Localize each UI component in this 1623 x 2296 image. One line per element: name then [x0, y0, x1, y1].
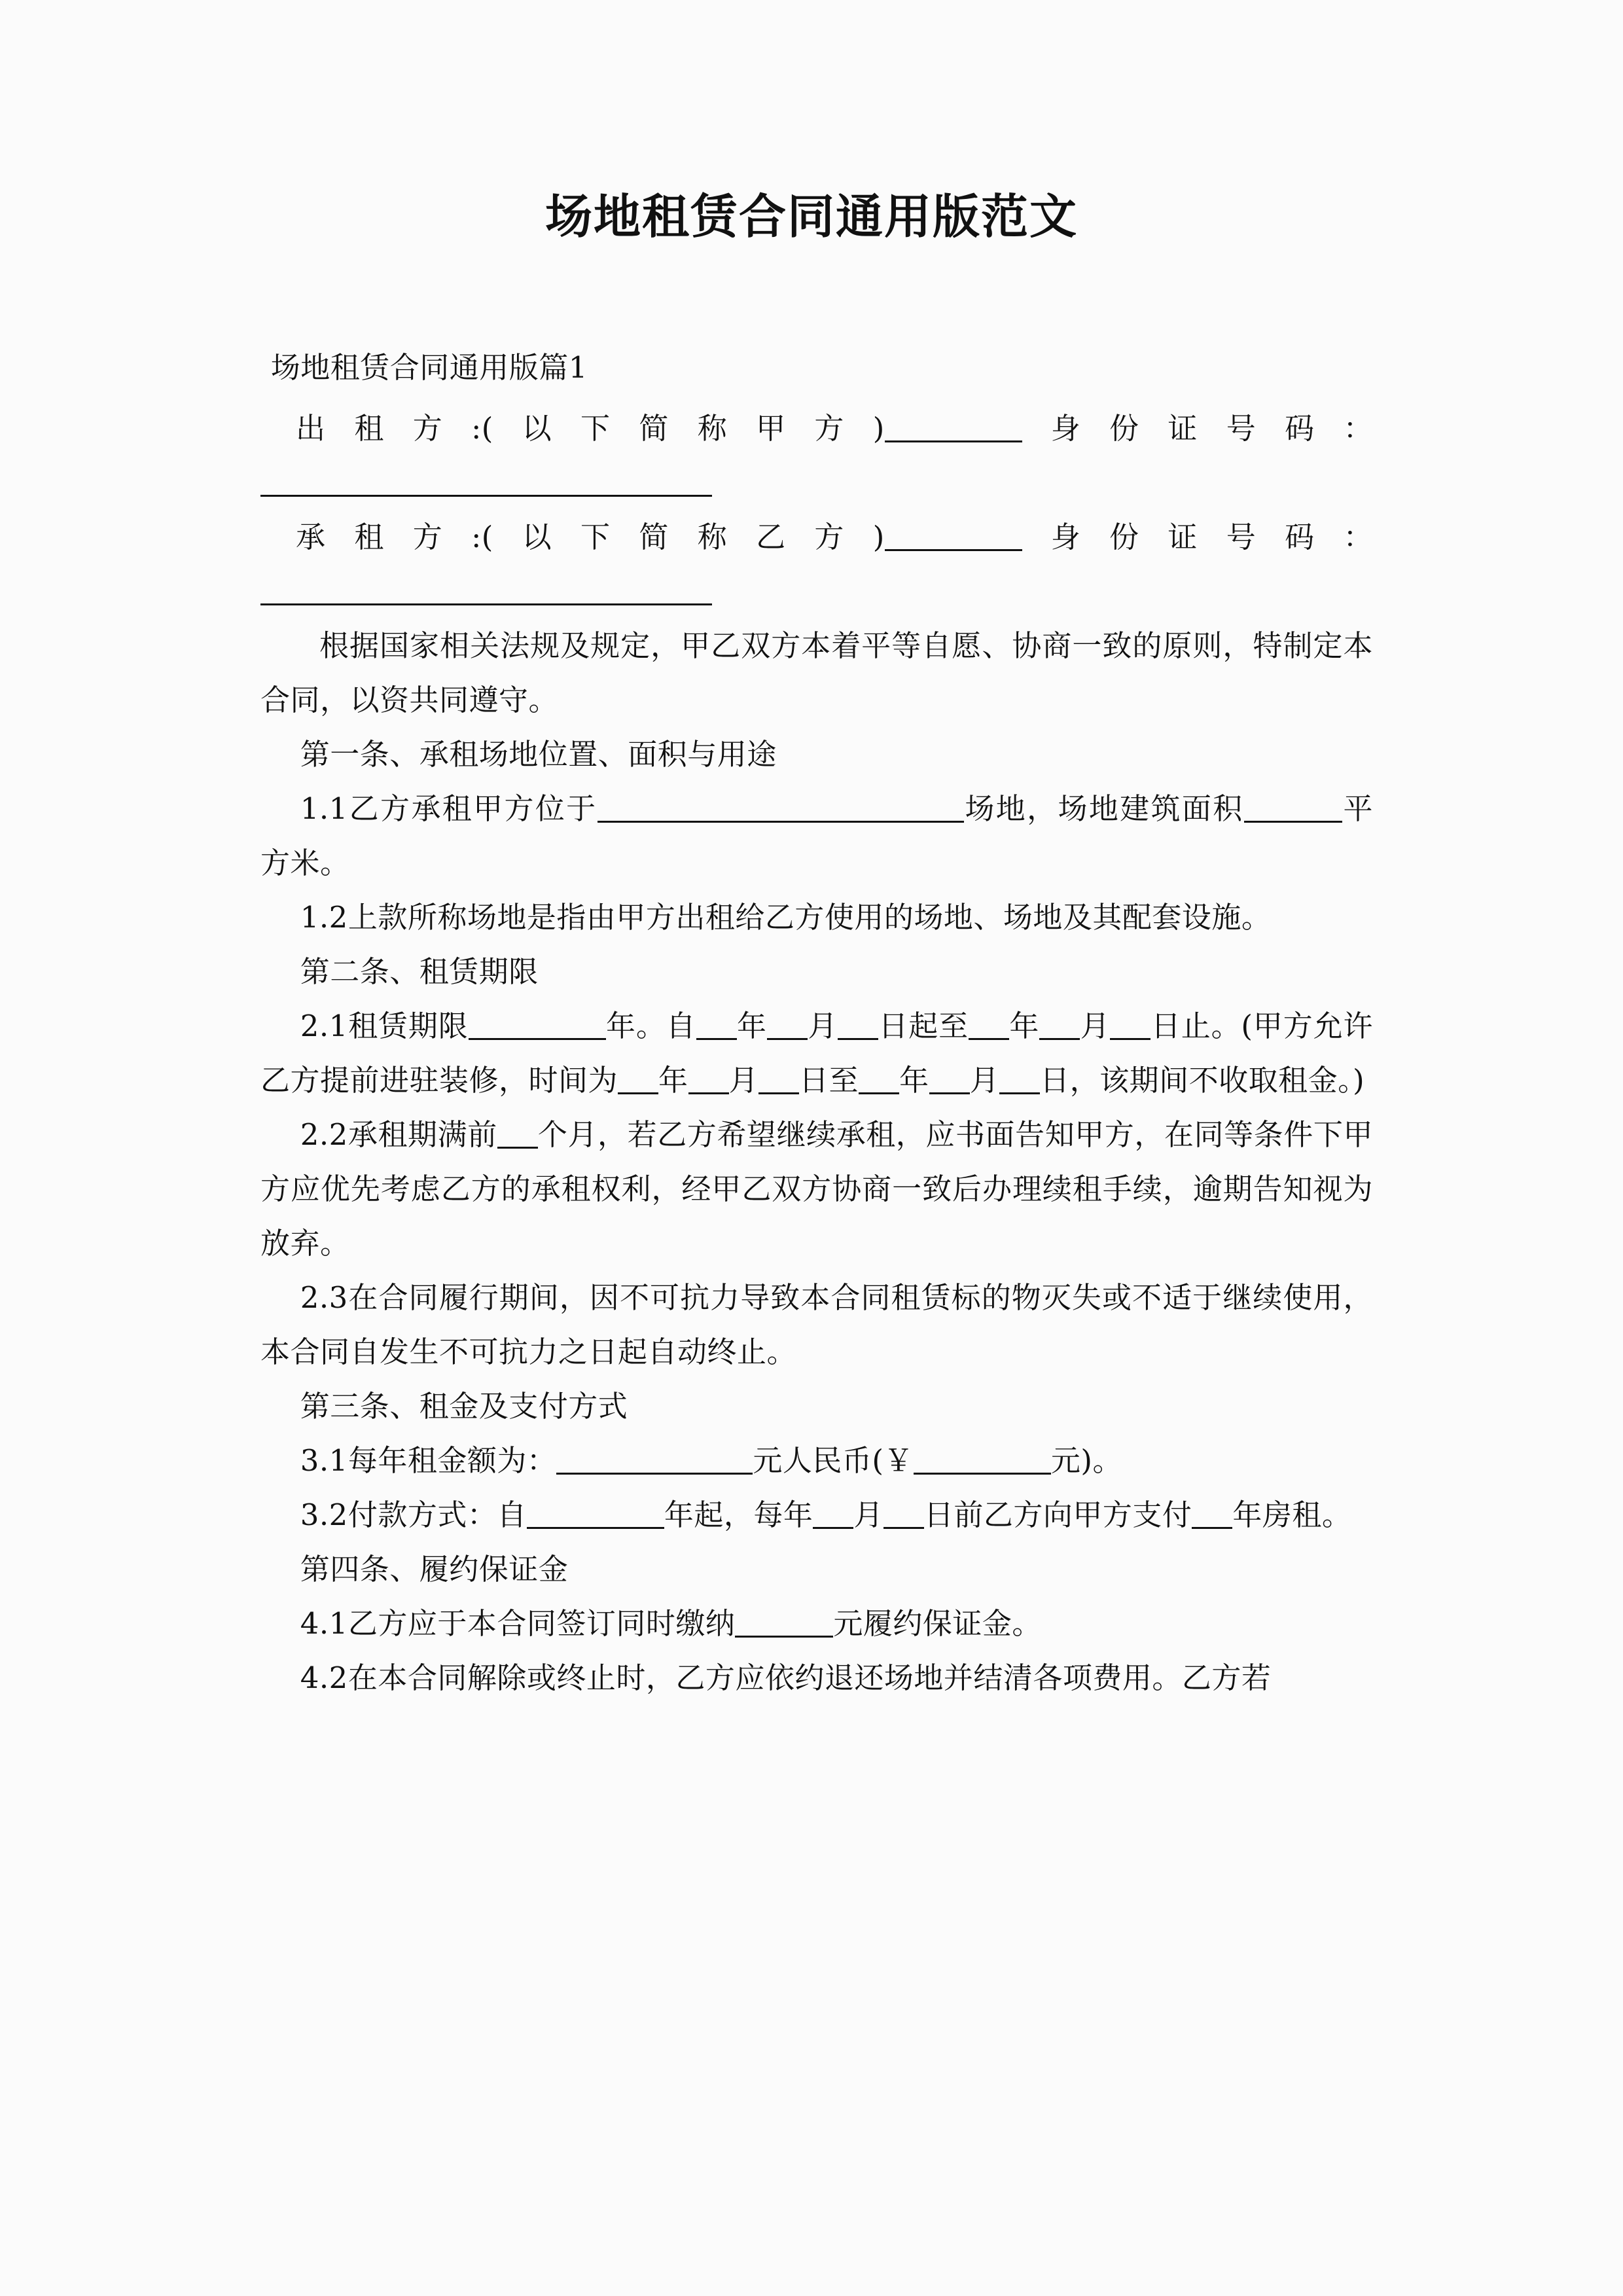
clause-1-1-text-c: 平方米。 — [260, 791, 1373, 880]
clause-1-2-text: 上款所称场地是指由甲方出租给乙方使用的场地、场地及其配套设施。 — [348, 900, 1272, 935]
clause-4-1-t1: 元履约保证金。 — [833, 1606, 1042, 1641]
clause-2-1-t9: 月 — [728, 1063, 759, 1098]
clause-2-1-number: 2.1 — [300, 1009, 348, 1043]
site-area-blank[interactable] — [1244, 801, 1342, 823]
clause-2-1-t5: 年 — [1009, 1009, 1040, 1043]
clause-4-1-t0: 乙方应于本合同签订同时缴纳 — [348, 1606, 736, 1641]
lessee-name-blank[interactable] — [885, 529, 1022, 551]
clause-3-1-number: 3.1 — [300, 1443, 348, 1478]
clause-4-1-number: 4.1 — [300, 1606, 348, 1641]
clause-2-1-t4: 日起至 — [878, 1009, 969, 1043]
document-body — [260, 340, 1373, 1705]
annual-rent-words-blank[interactable] — [556, 1453, 753, 1475]
clause-2-1-t6: 月 — [1080, 1009, 1111, 1043]
start-day-blank[interactable] — [838, 1018, 878, 1040]
clause-3-2-t1: 年起，每年 — [664, 1498, 813, 1532]
clause-2-1-t10: 日至 — [799, 1063, 859, 1098]
fitout-start-day-blank[interactable] — [758, 1073, 799, 1094]
article-1-heading: 第一条、承租场地位置、面积与用途 — [300, 737, 777, 772]
lessee-line — [260, 510, 1373, 564]
clause-2-3 — [260, 1270, 1373, 1379]
clause-1-2-number: 1.2 — [300, 900, 348, 935]
clause-2-3-number: 2.3 — [300, 1280, 348, 1315]
clause-2-2 — [260, 1107, 1373, 1270]
lessor-id-blank-line — [260, 456, 1373, 510]
lessee-label: 承租方:(以下简称乙方) — [296, 520, 885, 554]
lessee-id-blank[interactable] — [260, 584, 712, 605]
clause-1-1 — [260, 781, 1373, 890]
lessor-label: 出租方:(以下简称甲方) — [296, 411, 885, 446]
clause-2-2-t0: 承租期满前 — [348, 1117, 497, 1152]
article-4-heading: 第四条、履约保证金 — [300, 1552, 569, 1587]
lessee-id-blank-line — [260, 564, 1373, 619]
clause-1-2 — [260, 890, 1373, 944]
annual-rent-figure-blank[interactable] — [914, 1453, 1051, 1475]
page-title: 场地租赁合同通用版范文 — [544, 188, 1078, 244]
clause-2-2-t1: 个月，若乙方希望继续承租，应书面告知甲方，在同等条件下甲方应优先考虑乙方的承租权利，经甲乙双方协商一致后办理续租手续，逾期告知视为放弃。 — [260, 1117, 1373, 1261]
clause-3-2-t0: 付款方式：自 — [348, 1498, 527, 1532]
clause-2-2-number: 2.2 — [300, 1117, 348, 1152]
lessor-line — [260, 401, 1373, 456]
clause-2-1-t2: 年 — [736, 1009, 767, 1043]
clause-2-1-t7: 日止。(甲方允许乙方提前进驻装修，时间为 — [260, 1009, 1373, 1098]
clause-2-1 — [260, 999, 1373, 1107]
lessor-id-label: 身份证号码： — [1022, 411, 1373, 446]
clause-2-3-text: 在合同履行期间，因不可抗力导致本合同租赁标的物灭失或不适于继续使用，本合同自发生不可抗力之日起自动终止。 — [260, 1280, 1373, 1369]
fitout-start-month-blank[interactable] — [688, 1073, 729, 1094]
notice-months-blank[interactable] — [497, 1127, 538, 1149]
clause-3-2-t3: 日前乙方向甲方支付 — [923, 1498, 1192, 1532]
clause-2-1-t13: 日，该期间不收取租金。) — [1040, 1063, 1365, 1098]
start-year-blank[interactable] — [696, 1018, 737, 1040]
fitout-end-month-blank[interactable] — [929, 1073, 970, 1094]
clause-3-2 — [260, 1488, 1373, 1542]
start-month-blank[interactable] — [767, 1018, 808, 1040]
article-2-heading: 第二条、租赁期限 — [300, 954, 539, 989]
lessor-id-blank[interactable] — [260, 475, 712, 497]
clause-4-2-number: 4.2 — [300, 1660, 348, 1695]
article-3-heading: 第三条、租金及支付方式 — [300, 1389, 628, 1424]
end-year-blank[interactable] — [969, 1018, 1009, 1040]
payment-start-year-blank[interactable] — [527, 1507, 664, 1529]
clause-4-2 — [260, 1651, 1373, 1705]
clause-1-1-text-b: 场地，场地建筑面积 — [963, 791, 1244, 826]
fitout-end-day-blank[interactable] — [999, 1073, 1040, 1094]
clause-4-1 — [260, 1596, 1373, 1651]
clause-1-1-text-a: 乙方承租甲方位于 — [348, 791, 597, 826]
clause-3-2-t2: 月 — [853, 1498, 883, 1532]
payment-years-blank[interactable] — [1192, 1507, 1232, 1529]
clause-4-2-text: 在本合同解除或终止时，乙方应依约退还场地并结清各项费用。乙方若 — [348, 1660, 1272, 1695]
section-label: 场地租赁合同通用版篇1 — [270, 350, 588, 385]
lessee-id-label: 身份证号码： — [1022, 520, 1373, 554]
clause-3-2-t4: 年房租。 — [1232, 1498, 1352, 1532]
clause-2-1-t11: 年 — [899, 1063, 929, 1098]
end-day-blank[interactable] — [1110, 1018, 1150, 1040]
lease-term-years-blank[interactable] — [469, 1018, 606, 1040]
clause-1-1-number: 1.1 — [300, 791, 348, 826]
clause-3-1-t0: 每年租金额为： — [348, 1443, 557, 1478]
clause-2-1-t8: 年 — [658, 1063, 688, 1098]
fitout-start-year-blank[interactable] — [618, 1073, 658, 1094]
clause-2-1-t3: 月 — [807, 1009, 838, 1043]
payment-month-blank[interactable] — [813, 1507, 853, 1529]
lessor-name-blank[interactable] — [885, 421, 1022, 442]
deposit-amount-blank[interactable] — [735, 1616, 833, 1638]
site-location-blank[interactable] — [597, 801, 964, 823]
clause-3-1-t2: 元)。 — [1050, 1443, 1122, 1478]
preamble-paragraph: 根据国家相关法规及规定，甲乙双方本着平等自愿、协商一致的原则，特制定本合同，以资共同遵守。 — [260, 628, 1373, 717]
clause-2-1-t1: 年。自 — [605, 1009, 696, 1043]
clause-3-2-number: 3.2 — [300, 1498, 348, 1532]
fitout-end-year-blank[interactable] — [859, 1073, 899, 1094]
clause-3-1 — [260, 1433, 1373, 1488]
clause-2-1-t12: 月 — [969, 1063, 1000, 1098]
end-month-blank[interactable] — [1039, 1018, 1080, 1040]
payment-day-blank[interactable] — [883, 1507, 924, 1529]
clause-2-1-t0: 租赁期限 — [348, 1009, 469, 1043]
clause-3-1-t1: 元人民币(￥ — [753, 1443, 914, 1478]
